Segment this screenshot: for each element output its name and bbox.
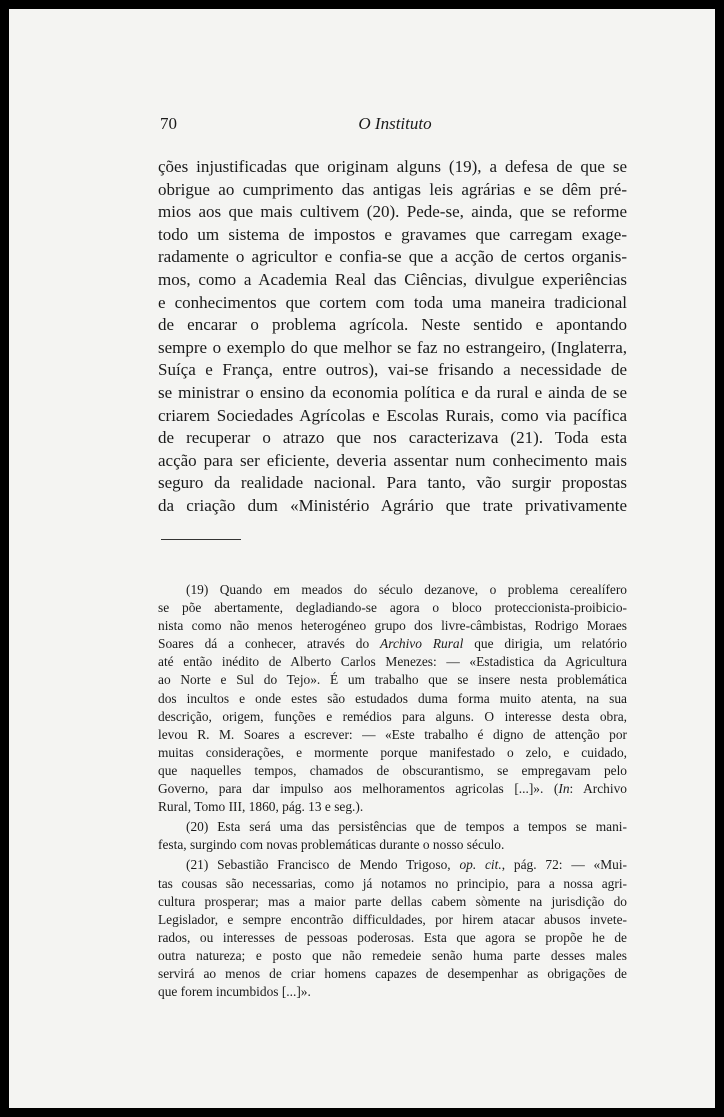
footnote-text: (21) Sebastião Francisco de Mendo Trigoso, [186,857,460,873]
body-line: de recuperar o atrazo que nos caracterizava (21). Toda esta [158,428,627,448]
footnote-line: rados, ou interesses de pessoas poderosas. Esta que agora se propõe he de [158,929,627,945]
body-line: obrigue ao cumprimento das antigas leis agrárias e se dêm pré- [158,179,627,199]
footnote-text: que dirigia, um relatório [463,636,627,652]
footnote-line: dos incultos e onde estes são estudados duma forma muito atenta, na sua [158,690,627,706]
citation-title: Archivo Rural [380,636,464,652]
footnote-text: Soares dá a conhecer, através do [158,636,381,652]
footnote-line: Legislador, e sempre encontrão difficuldades, por hirem atacar abusos invete- [158,911,627,927]
footnote-text: : Archivo [569,781,627,797]
footnote-line: tas cousas são necessarias, como já notamos no principio, para a nossa agri- [158,875,627,891]
page-header [160,114,630,138]
citation-op-cit: op. cit. [459,857,502,873]
document-page [9,9,715,1108]
footnote-line: festa, surgindo com novas problemáticas durante o nosso século. [158,837,505,853]
footnote-line: (19) Quando em meados do século dezanove, o problema cerealífero [186,582,627,597]
footnote-line: outra natureza; e posto que não remedeie senão huma parte desses males [158,947,627,963]
footnote-line: ao Norte e Sul do Tejo». É um trabalho que se insere nesta problemática [158,672,627,688]
body-line: da criação dum «Ministério Agrário que trate privativamente [158,495,627,515]
footnote-line [158,635,627,653]
body-line: criarem Sociedades Agrícolas e Escolas Rurais, como via pacífica [158,405,627,425]
footnote-line: descrição, origem, funções e remédios para alguns. O interesse desta obra, [158,708,627,724]
footnote-19 [158,581,627,816]
body-line: se ministrar o ensino da economia política e da rural e ainda de se [158,382,627,402]
body-paragraph [158,156,627,518]
footnote-line: que naquelles tempos, chamados de obscurantismo, se empregavam pelo [158,762,627,778]
footnote-line: que forem incumbidos [...]». [158,984,311,1000]
body-line: seguro da realidade nacional. Para tanto, vão surgir propostas [158,473,627,493]
page-number: 70 [160,114,177,133]
citation-in: In [558,781,570,797]
footnote-line: até então inédito de Alberto Carlos Menezes: — «Estadistica da Agricultura [158,654,627,670]
footnote-line: cultura prosperar; mas a maior parte dellas cabem sòmente na jurisdição do [158,893,627,909]
footnote-20 [158,818,627,854]
footnote-line: Rural, Tomo III, 1860, pág. 13 e seg.). [158,799,364,815]
footnote-line [158,780,627,798]
footnote-line: (20) Esta será uma das persistências que de tempos a tempos se mani- [186,819,627,835]
body-line: acção para ser eficiente, deveria assentar num conhecimento mais [158,450,627,470]
running-title: O Instituto [358,114,432,133]
body-line: de encarar o problema agrícola. Neste sentido e apontando [158,315,627,335]
footnote-21 [158,856,627,1001]
footnote-separator [161,539,241,540]
footnote-line: se põe abertamente, degladiando-se agora o bloco proteccionista-proibicio- [158,600,627,616]
body-line: sempre o exemplo do que melhor se faz no estrangeiro, (Inglaterra, [158,337,627,357]
footnote-text: , pág. 72: — «Mui- [501,857,627,873]
footnote-line [158,856,627,874]
body-line: todo um sistema de impostos e gravames que carregam exage- [158,224,627,244]
body-line: ções injustificadas que originam alguns (19), a defesa de que se [158,157,627,176]
footnotes [158,581,627,1001]
footnote-line: servirá ao menos de criar homens capazes de desempenhar as obrigações de [158,965,627,981]
footnote-line: muitas considerações, e mormente porque manifestado o zelo, e cuidado, [158,744,627,760]
footnote-line: levou R. M. Soares a escrever: — «Este trabalho é digno de attenção por [158,726,627,742]
footnote-line: nista como não menos heterogéneo grupo dos livre-câmbistas, Rodrigo Moraes [158,618,627,634]
body-line: e conhecimentos que cortem com toda uma maneira tradicional [158,292,627,312]
footnote-text: Governo, para dar impulso aos melhoramentos agricolas [...]». ( [158,781,559,797]
body-line: radamente o agricultor e confia-se que a acção de certos organis- [158,247,627,267]
body-line: Suíça e França, entre outros), vai-se frisando a necessidade de [158,360,627,380]
body-line: mos, como a Academia Real das Ciências, divulgue experiências [158,269,627,289]
body-line: mios aos que mais cultivem (20). Pede-se, ainda, que se reforme [158,202,627,222]
